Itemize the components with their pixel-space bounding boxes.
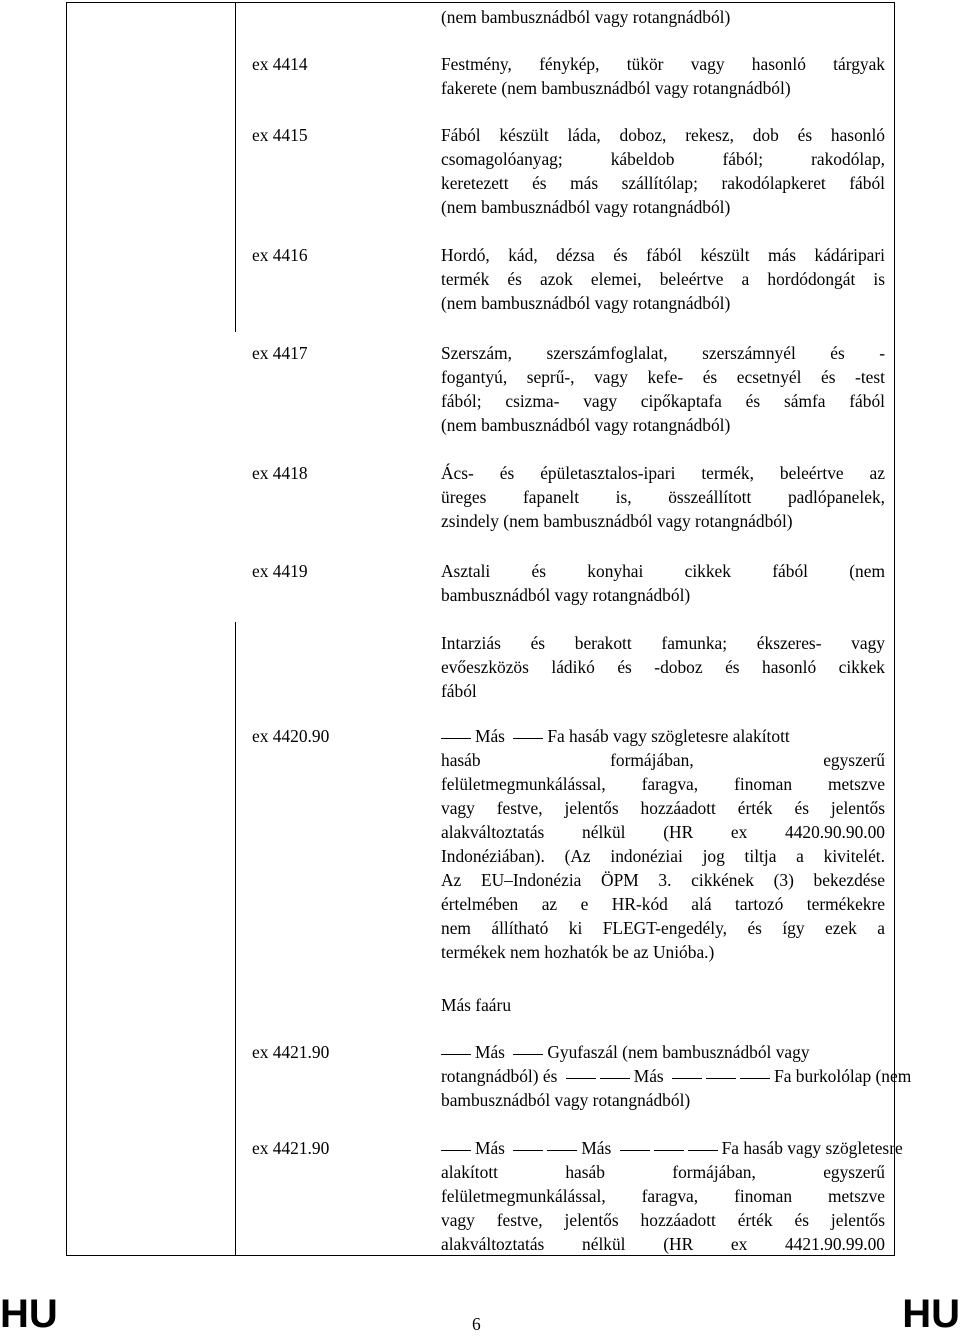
product-description: Hordó, kád, dézsa és fából készült más kádáripari termék és azok elemei, beleértve a hordódongát is (nem bambusznádból vagy rotangnádból)	[441, 245, 885, 313]
hs-code: ex 4421.90	[252, 1042, 330, 1062]
product-description: Más Fa hasáb vagy szögletesre alakított hasáb formájában, egyszerű felületmegmunkálással, faragva, finoman metszve vagy festve, jelentős hozzáadott érték és jelentős alakváltoztatás nélkül (HR ex 4420.90.90.00 Indonéziában). (Az indonéziai jog tiltja a kivitelét. Az EU–Indonézia ÖPM 3. cikkének (3) bekezdése értelmében az e HR-kód alá tartozó termékekre nem állítható ki FLEGT-engedély, és így ezek a termékek nem hozhatók be az Unióba.)	[441, 726, 885, 962]
heading-description: Intarziás és berakott famunka; ékszeres- vagy evőeszközös ládikó és -doboz és hasonló cikkek fából	[441, 633, 885, 701]
hs-code: ex 4417	[252, 343, 308, 363]
footer-language-left: HU	[0, 1292, 58, 1336]
hs-code: ex 4416	[252, 245, 308, 265]
product-description: Szerszám, szerszámfoglalat, szerszámnyél és - fogantyú, seprű-, vagy kefe- és ecsetnyél és -test fából; csizma- vagy cipőkaptafa és sámfa fából (nem bambusznádból vagy rotangnádból)	[441, 343, 885, 435]
heading-description: Más faáru	[441, 995, 512, 1015]
footer-language-right: HU	[902, 1292, 960, 1336]
dash	[740, 1078, 770, 1079]
hs-code: ex 4420.90	[252, 726, 330, 746]
hs-code: ex 4418	[252, 463, 308, 483]
dash	[566, 1078, 596, 1079]
dash	[513, 1054, 543, 1055]
continued-description: (nem bambusznádból vagy rotangnádból)	[441, 7, 731, 27]
dash	[441, 738, 471, 739]
product-description: Fából készült láda, doboz, rekesz, dob és hasonló csomagolóanyag; kábeldob fából; rakodólap, keretezett és más szállítólap; rakodólapkeret fából (nem bambusznádból vagy rotangnádból)	[441, 125, 885, 217]
dash	[441, 1150, 471, 1151]
column-divider-upper	[235, 2, 236, 332]
column-divider-lower	[235, 622, 236, 1256]
dash	[654, 1150, 684, 1151]
sub-line: rotangnádból) és Más Fa burkolólap (nem	[441, 1066, 912, 1086]
dash	[706, 1078, 736, 1079]
hs-code: ex 4421.90	[252, 1138, 330, 1158]
sub-line: Más Fa hasáb vagy szögletesre alakított	[441, 724, 885, 748]
product-description: Festmény, fénykép, tükör vagy hasonló tárgyak fakerete (nem bambusznádból vagy rotangnádból)	[441, 54, 885, 98]
dash	[441, 1054, 471, 1055]
product-description: Ács- és épületasztalos-ipari termék, beleértve az üreges fapanelt is, összeállított padlópanelek, zsindely (nem bambusznádból vagy rotangnádból)	[441, 463, 885, 531]
dash	[688, 1150, 718, 1151]
page-number: 6	[472, 1314, 481, 1334]
product-description: Más Más Fa hasáb vagy szögletesre alakított hasáb formájában, egyszerű felületmegmunkálással, faragva, finoman metszve vagy festve, jelentős hozzáadott érték és jelentős alakváltoztatás nélkül (HR ex 4421.90.99.00	[441, 1138, 903, 1254]
dash	[600, 1078, 630, 1079]
dash	[547, 1150, 577, 1151]
hs-code: ex 4414	[252, 54, 308, 74]
sub-line: Más Gyufaszál (nem bambusznádból vagy	[441, 1040, 885, 1064]
dash	[513, 1150, 543, 1151]
dash	[620, 1150, 650, 1151]
product-description: Más Gyufaszál (nem bambusznádból vagy rotangnádból) és Más Fa burkolólap (nem bambusznádból vagy rotangnádból)	[441, 1042, 912, 1110]
product-description: Asztali és konyhai cikkek fából (nem bambusznádból vagy rotangnádból)	[441, 561, 885, 605]
hs-code: ex 4415	[252, 125, 308, 145]
dash	[672, 1078, 702, 1079]
hs-code: ex 4419	[252, 561, 308, 581]
dash	[513, 738, 543, 739]
sub-line: Más Más Fa hasáb vagy szögletesre	[441, 1136, 885, 1160]
